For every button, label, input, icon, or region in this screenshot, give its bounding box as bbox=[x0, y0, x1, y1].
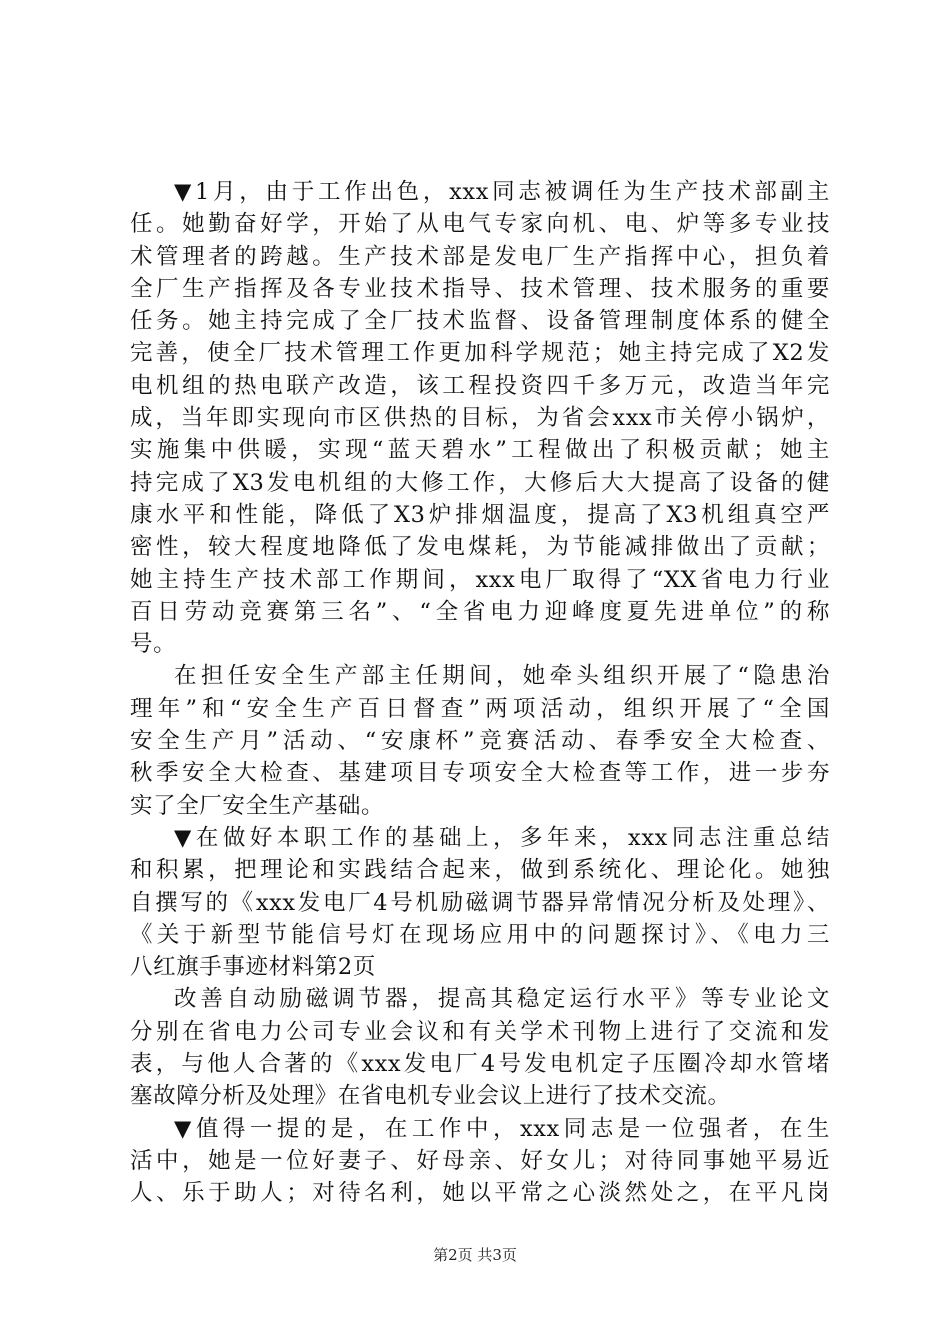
text-line: 成，当年即实现向市区供热的目标，为省会xxx市关停小锅炉， bbox=[130, 405, 830, 432]
text-line: 在担任安全生产部主任期间，她牵头组织开展了“隐患治 bbox=[174, 663, 830, 690]
text-line: ▼1月，由于工作出色，xxx同志被调任为生产技术部副主 bbox=[174, 179, 830, 205]
text-line: 完善，使全厂技术管理工作更加科学规范；她主持完成了X2发 bbox=[130, 340, 830, 367]
text-line: 术管理者的跨越。生产技术部是发电厂生产指挥中心，担负着 bbox=[130, 243, 830, 270]
text-line: 改善自动励磁调节器，提高其稳定运行水平》等专业论文 bbox=[174, 986, 830, 1013]
text-line: 活中，她是一位好妻子、好母亲、好女儿；对待同事她平易近 bbox=[130, 1147, 830, 1174]
page-footer: 第2页 共3页 bbox=[433, 1246, 517, 1264]
text-line: 八红旗手事迹材料第2页 bbox=[130, 954, 376, 981]
text-line: 密性，较大程度地降低了发电煤耗，为节能减排做出了贡献； bbox=[130, 534, 830, 561]
text-line: 理年”和“安全生产百日督查”两项活动，组织开展了“全国 bbox=[130, 695, 830, 722]
text-line: 康水平和性能，降低了X3炉排烟温度，提高了X3机组真空严 bbox=[130, 501, 830, 528]
text-line: 安全生产月”活动、“安康杯”竞赛活动、春季安全大检查、 bbox=[130, 728, 830, 755]
text-line: 和积累，把理论和实践结合起来，做到系统化、理论化。她独 bbox=[130, 857, 830, 884]
text-line: 人、乐于助人；对待名利，她以平常之心淡然处之，在平凡岗 bbox=[130, 1180, 830, 1207]
text-line: 秋季安全大检查、基建项目专项安全大检查等工作，进一步夯 bbox=[130, 760, 830, 787]
text-line: 她主持生产技术部工作期间，xxx电厂取得了“XX省电力行业 bbox=[130, 566, 830, 593]
text-line: 表，与他人合著的《xxx发电厂4号发电机定子压圈冷却水管堵 bbox=[130, 1051, 830, 1078]
text-line: 分别在省电力公司专业会议和有关学术刊物上进行了交流和发 bbox=[130, 1018, 830, 1045]
text-line: 电机组的热电联产改造，该工程投资四千多万元，改造当年完 bbox=[130, 372, 830, 399]
text-line: ▼值得一提的是，在工作中，xxx同志是一位强者，在生 bbox=[174, 1115, 830, 1142]
text-line: 自撰写的《xxx发电厂4号机励磁调节器异常情况分析及处理》、 bbox=[130, 889, 830, 916]
document-body bbox=[130, 176, 830, 1210]
text-line: 《关于新型节能信号灯在现场应用中的问题探讨》、《电力三 bbox=[130, 921, 830, 948]
text-line: 实施集中供暖，实现“蓝天碧水”工程做出了积极贡献；她主 bbox=[130, 437, 830, 464]
text-line: ▼在做好本职工作的基础上，多年来，xxx同志注重总结 bbox=[174, 824, 830, 851]
text-line: 任务。她主持完成了全厂技术监督、设备管理制度体系的健全 bbox=[130, 308, 830, 335]
text-line: 百日劳动竞赛第三名”、“全省电力迎峰度夏先进单位”的称 bbox=[130, 598, 830, 625]
text-line: 任。她勤奋好学，开始了从电气专家向机、电、炉等多专业技 bbox=[130, 211, 830, 238]
text-line: 塞故障分析及处理》在省电机专业会议上进行了技术交流。 bbox=[130, 1083, 731, 1110]
text-line: 实了全厂安全生产基础。 bbox=[130, 792, 385, 819]
text-line: 号。 bbox=[130, 631, 177, 658]
text-line: 全厂生产指挥及各专业技术指导、技术管理、技术服务的重要 bbox=[130, 275, 830, 302]
text-line: 持完成了X3发电机组的大修工作，大修后大大提高了设备的健 bbox=[130, 469, 830, 496]
